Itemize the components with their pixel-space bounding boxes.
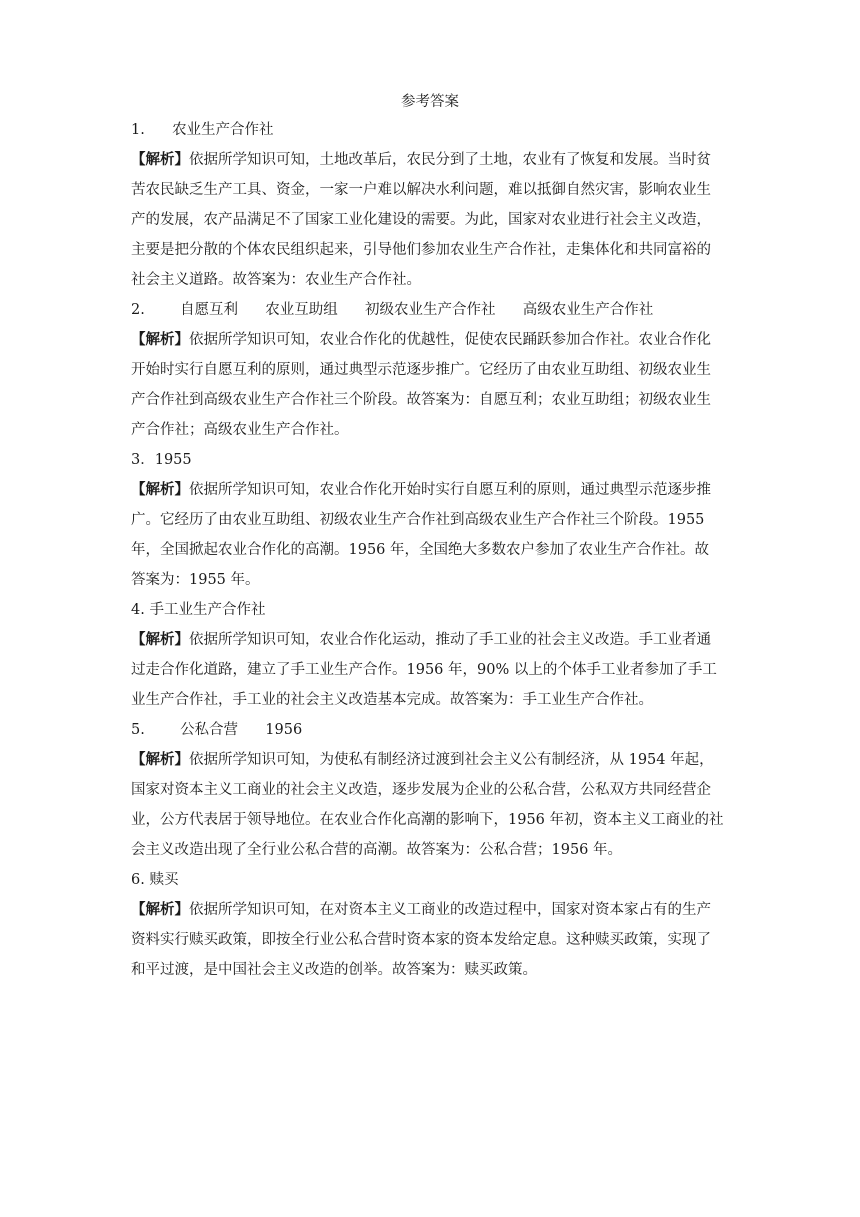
analysis-3-line-4: 答案为：1955 年。 <box>131 572 260 588</box>
answer-text: 高级农业生产合作社 <box>522 302 654 318</box>
item-number: 2. <box>131 302 145 318</box>
answer-text: 1955 <box>154 452 192 468</box>
answer-2 <box>131 300 653 320</box>
answer-text: 农业互助组 <box>265 302 338 318</box>
answer-1 <box>131 120 274 140</box>
analysis-4-line-2: 过走合作化道路，建立了手工业生产合作。1956 年，90% 以上的个体手工业者参加了手工 <box>131 662 717 678</box>
item-number: 3． <box>131 452 155 468</box>
answer-3 <box>131 450 192 470</box>
answer-text: 初级农业生产合作社 <box>365 302 496 318</box>
analysis-label: 【解析】 <box>131 151 189 168</box>
analysis-1-line-5: 社会主义道路。故答案为：农业生产合作社。 <box>131 272 421 288</box>
analysis-3-line-1: 【解析】依据所学知识可知，农业合作化开始时实行自愿互利的原则，通过典型示范逐步推 <box>131 481 711 498</box>
answer-text: 手工业生产合作社 <box>149 602 266 618</box>
analysis-6-line-3: 和平过渡，是中国社会主义改造的创举。故答案为：赎买政策。 <box>131 962 537 978</box>
analysis-6-line-1: 【解析】依据所学知识可知，在对资本主义工商业的改造过程中，国家对资本家占有的生产 <box>131 901 711 918</box>
answer-text: 自愿互利 <box>180 302 239 318</box>
answer-text: 公私合营 <box>180 722 239 738</box>
analysis-label: 【解析】 <box>131 481 189 498</box>
analysis-2-line-1: 【解析】依据所学知识可知，农业合作化的优越性，促使农民踊跃参加合作社。农业合作化 <box>131 331 711 348</box>
analysis-1-line-3: 产的发展，农产品满足不了国家工业化建设的需要。为此，国家对农业进行社会主义改造， <box>131 212 711 228</box>
analysis-2-line-4: 产合作社；高级农业生产合作社。 <box>131 422 349 438</box>
answer-text: 1956 <box>265 722 303 738</box>
analysis-label: 【解析】 <box>131 901 189 918</box>
item-number: 1. <box>131 122 145 138</box>
analysis-5-line-1: 【解析】依据所学知识可知，为使私有制经济过渡到社会主义公有制经济，从 1954 年起， <box>131 751 714 768</box>
analysis-label: 【解析】 <box>131 631 189 648</box>
analysis-5-line-4: 会主义改造出现了全行业公私合营的高潮。故答案为：公私合营；1956 年。 <box>131 842 623 858</box>
analysis-1-line-1: 【解析】依据所学知识可知，土地改革后，农民分到了土地，农业有了恢复和发展。当时贫 <box>131 151 711 168</box>
answer-6 <box>131 870 178 890</box>
item-number: 6. <box>131 872 145 888</box>
item-number: 5. <box>131 722 145 738</box>
answer-5 <box>131 720 302 740</box>
answer-text: 农业生产合作社 <box>172 122 274 138</box>
analysis-2-line-2: 开始时实行自愿互利的原则，通过典型示范逐步推广。它经历了由农业互助组、初级农业生 <box>131 362 711 378</box>
analysis-3-line-2: 广。它经历了由农业互助组、初级农业生产合作社到高级农业生产合作社三个阶段。1955 <box>131 512 705 528</box>
analysis-1-line-4: 主要是把分散的个体农民组织起来，引导他们参加农业生产合作社，走集体化和共同富裕的 <box>131 242 711 258</box>
analysis-label: 【解析】 <box>131 331 189 348</box>
analysis-3-line-3: 年，全国掀起农业合作化的高潮。1956 年，全国绝大多数农户参加了农业生产合作社。故 <box>131 542 710 558</box>
analysis-1-line-2: 苦农民缺乏生产工具、资金，一家一户难以解决水利问题，难以抵御自然灾害，影响农业生 <box>131 182 711 198</box>
analysis-4-line-3: 业生产合作社，手工业的社会主义改造基本完成。故答案为：手工业生产合作社。 <box>131 692 653 708</box>
item-number: 4. <box>131 602 145 618</box>
answer-text: 赎买 <box>149 872 179 888</box>
analysis-4-line-1: 【解析】依据所学知识可知，农业合作化运动，推动了手工业的社会主义改造。手工业者通 <box>131 631 711 648</box>
analysis-6-line-2: 资料实行赎买政策，即按全行业公私合营时资本家的资本发给定息。这种赎买政策，实现了 <box>131 932 711 948</box>
answer-4 <box>131 600 265 620</box>
analysis-label: 【解析】 <box>131 751 189 768</box>
analysis-5-line-3: 业，公方代表居于领导地位。在农业合作化高潮的影响下，1956 年初，资本主义工商业的社 <box>131 812 724 828</box>
page-title: 参考答案 <box>401 94 459 110</box>
analysis-5-line-2: 国家对资本主义工商业的社会主义改造，逐步发展为企业的公私合营，公私双方共同经营企 <box>131 782 711 798</box>
analysis-2-line-3: 产合作社到高级农业生产合作社三个阶段。故答案为：自愿互利；农业互助组；初级农业生 <box>131 392 711 408</box>
